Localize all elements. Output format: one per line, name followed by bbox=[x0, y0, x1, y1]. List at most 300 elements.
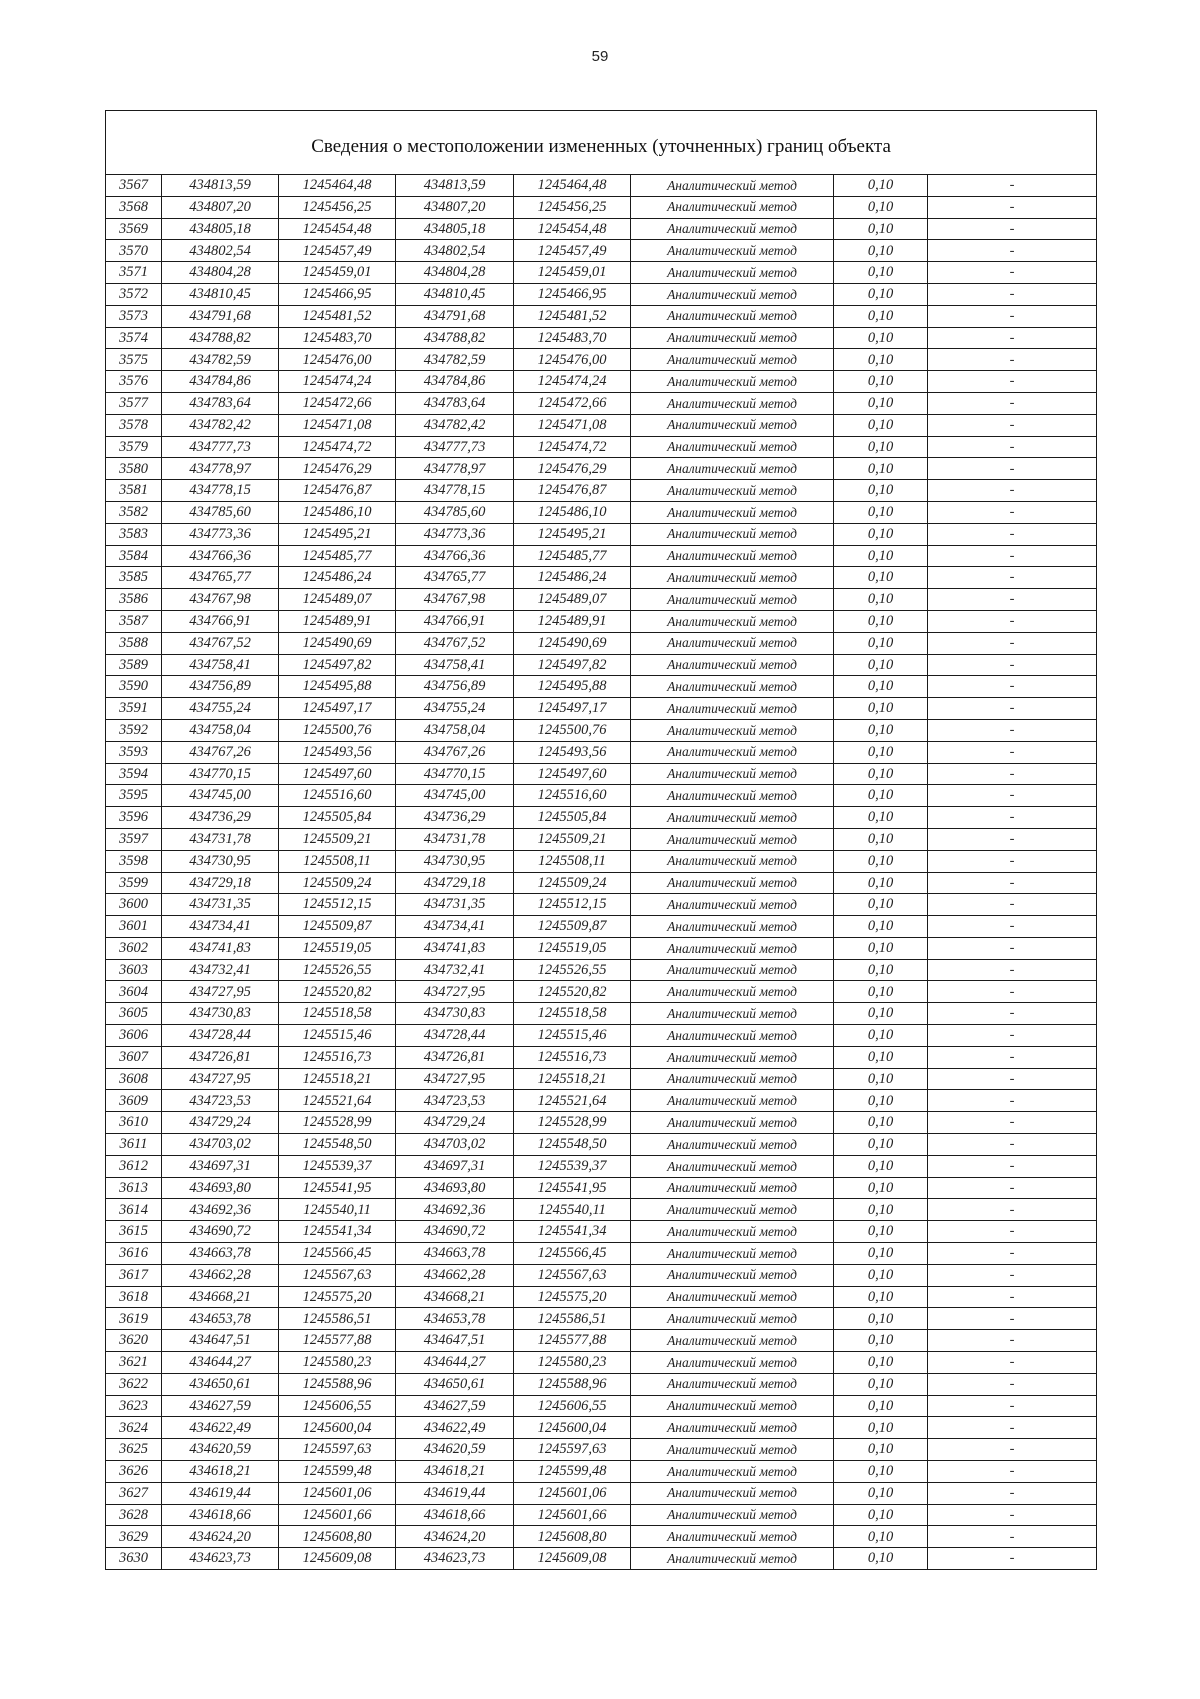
x-refined-cell: 434805,18 bbox=[396, 218, 514, 240]
description-cell: - bbox=[928, 327, 1097, 349]
table-row bbox=[106, 589, 1097, 611]
x-existing-cell: 434663,78 bbox=[162, 1243, 279, 1265]
x-existing-cell: 434783,64 bbox=[162, 392, 279, 414]
method-cell: Аналитический метод bbox=[631, 981, 834, 1003]
method-cell: Аналитический метод bbox=[631, 283, 834, 305]
description-cell: - bbox=[928, 1003, 1097, 1025]
accuracy-cell: 0,10 bbox=[834, 1046, 928, 1068]
table-row bbox=[106, 807, 1097, 829]
y-refined-cell: 1245509,24 bbox=[514, 872, 631, 894]
x-refined-cell: 434782,42 bbox=[396, 414, 514, 436]
x-refined-cell: 434624,20 bbox=[396, 1526, 514, 1548]
description-cell: - bbox=[928, 392, 1097, 414]
table-row bbox=[106, 1199, 1097, 1221]
x-existing-cell: 434668,21 bbox=[162, 1286, 279, 1308]
description-cell: - bbox=[928, 1112, 1097, 1134]
method-cell: Аналитический метод bbox=[631, 175, 834, 197]
y-existing-cell: 1245566,45 bbox=[279, 1243, 396, 1265]
description-cell: - bbox=[928, 1068, 1097, 1090]
y-refined-cell: 1245457,49 bbox=[514, 240, 631, 262]
description-cell: - bbox=[928, 175, 1097, 197]
description-cell: - bbox=[928, 1155, 1097, 1177]
x-existing-cell: 434618,21 bbox=[162, 1461, 279, 1483]
table-row bbox=[106, 1090, 1097, 1112]
method-cell: Аналитический метод bbox=[631, 850, 834, 872]
method-cell: Аналитический метод bbox=[631, 698, 834, 720]
y-refined-cell: 1245474,72 bbox=[514, 436, 631, 458]
y-existing-cell: 1245528,99 bbox=[279, 1112, 396, 1134]
description-cell: - bbox=[928, 523, 1097, 545]
table-row bbox=[106, 1548, 1097, 1570]
table-row bbox=[106, 828, 1097, 850]
x-existing-cell: 434745,00 bbox=[162, 785, 279, 807]
x-existing-cell: 434693,80 bbox=[162, 1177, 279, 1199]
method-cell: Аналитический метод bbox=[631, 196, 834, 218]
x-refined-cell: 434723,53 bbox=[396, 1090, 514, 1112]
x-refined-cell: 434784,86 bbox=[396, 371, 514, 393]
y-existing-cell: 1245476,87 bbox=[279, 480, 396, 502]
y-existing-cell: 1245606,55 bbox=[279, 1395, 396, 1417]
method-cell: Аналитический метод bbox=[631, 545, 834, 567]
y-refined-cell: 1245459,01 bbox=[514, 262, 631, 284]
accuracy-cell: 0,10 bbox=[834, 894, 928, 916]
method-cell: Аналитический метод bbox=[631, 1025, 834, 1047]
method-cell: Аналитический метод bbox=[631, 741, 834, 763]
accuracy-cell: 0,10 bbox=[834, 807, 928, 829]
description-cell: - bbox=[928, 1417, 1097, 1439]
description-cell: - bbox=[928, 654, 1097, 676]
y-refined-cell: 1245464,48 bbox=[514, 175, 631, 197]
point-number-cell: 3614 bbox=[106, 1199, 162, 1221]
y-refined-cell: 1245601,06 bbox=[514, 1482, 631, 1504]
description-cell: - bbox=[928, 698, 1097, 720]
y-existing-cell: 1245493,56 bbox=[279, 741, 396, 763]
x-existing-cell: 434620,59 bbox=[162, 1439, 279, 1461]
x-existing-cell: 434804,28 bbox=[162, 262, 279, 284]
accuracy-cell: 0,10 bbox=[834, 305, 928, 327]
x-existing-cell: 434813,59 bbox=[162, 175, 279, 197]
y-existing-cell: 1245464,48 bbox=[279, 175, 396, 197]
table-row bbox=[106, 698, 1097, 720]
description-cell: - bbox=[928, 1046, 1097, 1068]
method-cell: Аналитический метод bbox=[631, 1003, 834, 1025]
y-refined-cell: 1245509,87 bbox=[514, 916, 631, 938]
x-existing-cell: 434729,24 bbox=[162, 1112, 279, 1134]
x-refined-cell: 434783,64 bbox=[396, 392, 514, 414]
table-row bbox=[106, 1243, 1097, 1265]
accuracy-cell: 0,10 bbox=[834, 1482, 928, 1504]
y-existing-cell: 1245567,63 bbox=[279, 1264, 396, 1286]
accuracy-cell: 0,10 bbox=[834, 1373, 928, 1395]
y-refined-cell: 1245497,17 bbox=[514, 698, 631, 720]
accuracy-cell: 0,10 bbox=[834, 1134, 928, 1156]
x-refined-cell: 434782,59 bbox=[396, 349, 514, 371]
point-number-cell: 3617 bbox=[106, 1264, 162, 1286]
x-existing-cell: 434729,18 bbox=[162, 872, 279, 894]
accuracy-cell: 0,10 bbox=[834, 1155, 928, 1177]
accuracy-cell: 0,10 bbox=[834, 1330, 928, 1352]
x-refined-cell: 434729,24 bbox=[396, 1112, 514, 1134]
x-refined-cell: 434697,31 bbox=[396, 1155, 514, 1177]
description-cell: - bbox=[928, 1461, 1097, 1483]
point-number-cell: 3599 bbox=[106, 872, 162, 894]
y-existing-cell: 1245495,21 bbox=[279, 523, 396, 545]
x-refined-cell: 434758,04 bbox=[396, 719, 514, 741]
y-refined-cell: 1245489,91 bbox=[514, 610, 631, 632]
page-number: 59 bbox=[591, 48, 609, 65]
method-cell: Аналитический метод bbox=[631, 872, 834, 894]
point-number-cell: 3582 bbox=[106, 501, 162, 523]
method-cell: Аналитический метод bbox=[631, 1330, 834, 1352]
description-cell: - bbox=[928, 1548, 1097, 1570]
x-refined-cell: 434663,78 bbox=[396, 1243, 514, 1265]
x-refined-cell: 434618,66 bbox=[396, 1504, 514, 1526]
x-existing-cell: 434728,44 bbox=[162, 1025, 279, 1047]
description-cell: - bbox=[928, 1243, 1097, 1265]
point-number-cell: 3630 bbox=[106, 1548, 162, 1570]
description-cell: - bbox=[928, 1482, 1097, 1504]
x-existing-cell: 434731,78 bbox=[162, 828, 279, 850]
table-row bbox=[106, 458, 1097, 480]
y-refined-cell: 1245508,11 bbox=[514, 850, 631, 872]
accuracy-cell: 0,10 bbox=[834, 175, 928, 197]
point-number-cell: 3586 bbox=[106, 589, 162, 611]
x-refined-cell: 434650,61 bbox=[396, 1373, 514, 1395]
point-number-cell: 3613 bbox=[106, 1177, 162, 1199]
x-existing-cell: 434619,44 bbox=[162, 1482, 279, 1504]
description-cell: - bbox=[928, 545, 1097, 567]
y-refined-cell: 1245597,63 bbox=[514, 1439, 631, 1461]
y-existing-cell: 1245580,23 bbox=[279, 1352, 396, 1374]
description-cell: - bbox=[928, 589, 1097, 611]
table-row bbox=[106, 1330, 1097, 1352]
point-number-cell: 3628 bbox=[106, 1504, 162, 1526]
y-existing-cell: 1245597,63 bbox=[279, 1439, 396, 1461]
y-existing-cell: 1245495,88 bbox=[279, 676, 396, 698]
table-row bbox=[106, 545, 1097, 567]
y-existing-cell: 1245518,58 bbox=[279, 1003, 396, 1025]
method-cell: Аналитический метод bbox=[631, 632, 834, 654]
point-number-cell: 3580 bbox=[106, 458, 162, 480]
table-row bbox=[106, 523, 1097, 545]
point-number-cell: 3603 bbox=[106, 959, 162, 981]
accuracy-cell: 0,10 bbox=[834, 371, 928, 393]
point-number-cell: 3583 bbox=[106, 523, 162, 545]
y-existing-cell: 1245476,29 bbox=[279, 458, 396, 480]
accuracy-cell: 0,10 bbox=[834, 698, 928, 720]
x-refined-cell: 434741,83 bbox=[396, 937, 514, 959]
y-existing-cell: 1245516,73 bbox=[279, 1046, 396, 1068]
accuracy-cell: 0,10 bbox=[834, 937, 928, 959]
point-number-cell: 3619 bbox=[106, 1308, 162, 1330]
accuracy-cell: 0,10 bbox=[834, 567, 928, 589]
x-existing-cell: 434791,68 bbox=[162, 305, 279, 327]
y-existing-cell: 1245577,88 bbox=[279, 1330, 396, 1352]
method-cell: Аналитический метод bbox=[631, 414, 834, 436]
table-row bbox=[106, 392, 1097, 414]
x-existing-cell: 434647,51 bbox=[162, 1330, 279, 1352]
y-refined-cell: 1245500,76 bbox=[514, 719, 631, 741]
x-refined-cell: 434788,82 bbox=[396, 327, 514, 349]
method-cell: Аналитический метод bbox=[631, 894, 834, 916]
x-refined-cell: 434755,24 bbox=[396, 698, 514, 720]
point-number-cell: 3606 bbox=[106, 1025, 162, 1047]
accuracy-cell: 0,10 bbox=[834, 763, 928, 785]
y-existing-cell: 1245540,11 bbox=[279, 1199, 396, 1221]
table-row bbox=[106, 916, 1097, 938]
description-cell: - bbox=[928, 981, 1097, 1003]
y-refined-cell: 1245575,20 bbox=[514, 1286, 631, 1308]
y-existing-cell: 1245519,05 bbox=[279, 937, 396, 959]
accuracy-cell: 0,10 bbox=[834, 654, 928, 676]
y-refined-cell: 1245518,21 bbox=[514, 1068, 631, 1090]
description-cell: - bbox=[928, 480, 1097, 502]
accuracy-cell: 0,10 bbox=[834, 1177, 928, 1199]
method-cell: Аналитический метод bbox=[631, 567, 834, 589]
x-existing-cell: 434784,86 bbox=[162, 371, 279, 393]
x-refined-cell: 434619,44 bbox=[396, 1482, 514, 1504]
y-existing-cell: 1245609,08 bbox=[279, 1548, 396, 1570]
y-refined-cell: 1245512,15 bbox=[514, 894, 631, 916]
description-cell: - bbox=[928, 283, 1097, 305]
accuracy-cell: 0,10 bbox=[834, 1504, 928, 1526]
y-existing-cell: 1245539,37 bbox=[279, 1155, 396, 1177]
y-existing-cell: 1245489,91 bbox=[279, 610, 396, 632]
table-row bbox=[106, 1134, 1097, 1156]
description-cell: - bbox=[928, 1221, 1097, 1243]
table-row bbox=[106, 480, 1097, 502]
accuracy-cell: 0,10 bbox=[834, 349, 928, 371]
table-row bbox=[106, 610, 1097, 632]
description-cell: - bbox=[928, 305, 1097, 327]
x-existing-cell: 434644,27 bbox=[162, 1352, 279, 1374]
x-existing-cell: 434807,20 bbox=[162, 196, 279, 218]
x-existing-cell: 434736,29 bbox=[162, 807, 279, 829]
method-cell: Аналитический метод bbox=[631, 1177, 834, 1199]
x-existing-cell: 434805,18 bbox=[162, 218, 279, 240]
x-refined-cell: 434785,60 bbox=[396, 501, 514, 523]
method-cell: Аналитический метод bbox=[631, 1090, 834, 1112]
y-refined-cell: 1245495,21 bbox=[514, 523, 631, 545]
x-existing-cell: 434782,59 bbox=[162, 349, 279, 371]
description-cell: - bbox=[928, 1090, 1097, 1112]
x-refined-cell: 434734,41 bbox=[396, 916, 514, 938]
x-existing-cell: 434624,20 bbox=[162, 1526, 279, 1548]
description-cell: - bbox=[928, 240, 1097, 262]
point-number-cell: 3570 bbox=[106, 240, 162, 262]
x-refined-cell: 434727,95 bbox=[396, 981, 514, 1003]
description-cell: - bbox=[928, 785, 1097, 807]
y-existing-cell: 1245497,17 bbox=[279, 698, 396, 720]
table-row bbox=[106, 1177, 1097, 1199]
x-refined-cell: 434732,41 bbox=[396, 959, 514, 981]
point-number-cell: 3578 bbox=[106, 414, 162, 436]
method-cell: Аналитический метод bbox=[631, 1134, 834, 1156]
accuracy-cell: 0,10 bbox=[834, 240, 928, 262]
table-row bbox=[106, 1439, 1097, 1461]
description-cell: - bbox=[928, 567, 1097, 589]
y-existing-cell: 1245509,24 bbox=[279, 872, 396, 894]
table-row bbox=[106, 1504, 1097, 1526]
accuracy-cell: 0,10 bbox=[834, 262, 928, 284]
point-number-cell: 3588 bbox=[106, 632, 162, 654]
method-cell: Аналитический метод bbox=[631, 1395, 834, 1417]
method-cell: Аналитический метод bbox=[631, 589, 834, 611]
y-refined-cell: 1245472,66 bbox=[514, 392, 631, 414]
table-row bbox=[106, 1286, 1097, 1308]
y-refined-cell: 1245456,25 bbox=[514, 196, 631, 218]
accuracy-cell: 0,10 bbox=[834, 392, 928, 414]
point-number-cell: 3579 bbox=[106, 436, 162, 458]
y-existing-cell: 1245454,48 bbox=[279, 218, 396, 240]
y-refined-cell: 1245588,96 bbox=[514, 1373, 631, 1395]
table-row bbox=[106, 436, 1097, 458]
accuracy-cell: 0,10 bbox=[834, 981, 928, 1003]
accuracy-cell: 0,10 bbox=[834, 545, 928, 567]
point-number-cell: 3608 bbox=[106, 1068, 162, 1090]
point-number-cell: 3612 bbox=[106, 1155, 162, 1177]
y-refined-cell: 1245485,77 bbox=[514, 545, 631, 567]
accuracy-cell: 0,10 bbox=[834, 1264, 928, 1286]
method-cell: Аналитический метод bbox=[631, 1264, 834, 1286]
y-existing-cell: 1245599,48 bbox=[279, 1461, 396, 1483]
x-existing-cell: 434770,15 bbox=[162, 763, 279, 785]
description-cell: - bbox=[928, 719, 1097, 741]
accuracy-cell: 0,10 bbox=[834, 436, 928, 458]
y-refined-cell: 1245548,50 bbox=[514, 1134, 631, 1156]
x-existing-cell: 434622,49 bbox=[162, 1417, 279, 1439]
x-existing-cell: 434778,97 bbox=[162, 458, 279, 480]
y-refined-cell: 1245580,23 bbox=[514, 1352, 631, 1374]
description-cell: - bbox=[928, 676, 1097, 698]
y-existing-cell: 1245600,04 bbox=[279, 1417, 396, 1439]
x-existing-cell: 434730,83 bbox=[162, 1003, 279, 1025]
table-row bbox=[106, 349, 1097, 371]
point-number-cell: 3581 bbox=[106, 480, 162, 502]
y-refined-cell: 1245566,45 bbox=[514, 1243, 631, 1265]
y-existing-cell: 1245497,82 bbox=[279, 654, 396, 676]
accuracy-cell: 0,10 bbox=[834, 1461, 928, 1483]
accuracy-cell: 0,10 bbox=[834, 1243, 928, 1265]
x-refined-cell: 434690,72 bbox=[396, 1221, 514, 1243]
point-number-cell: 3618 bbox=[106, 1286, 162, 1308]
x-refined-cell: 434766,91 bbox=[396, 610, 514, 632]
method-cell: Аналитический метод bbox=[631, 218, 834, 240]
y-refined-cell: 1245490,69 bbox=[514, 632, 631, 654]
y-refined-cell: 1245476,87 bbox=[514, 480, 631, 502]
x-refined-cell: 434726,81 bbox=[396, 1046, 514, 1068]
y-existing-cell: 1245500,76 bbox=[279, 719, 396, 741]
y-refined-cell: 1245505,84 bbox=[514, 807, 631, 829]
y-refined-cell: 1245577,88 bbox=[514, 1330, 631, 1352]
method-cell: Аналитический метод bbox=[631, 1504, 834, 1526]
point-number-cell: 3596 bbox=[106, 807, 162, 829]
x-refined-cell: 434745,00 bbox=[396, 785, 514, 807]
x-refined-cell: 434778,15 bbox=[396, 480, 514, 502]
point-number-cell: 3620 bbox=[106, 1330, 162, 1352]
point-number-cell: 3601 bbox=[106, 916, 162, 938]
x-refined-cell: 434731,78 bbox=[396, 828, 514, 850]
description-cell: - bbox=[928, 218, 1097, 240]
x-existing-cell: 434627,59 bbox=[162, 1395, 279, 1417]
x-existing-cell: 434727,95 bbox=[162, 981, 279, 1003]
point-number-cell: 3575 bbox=[106, 349, 162, 371]
method-cell: Аналитический метод bbox=[631, 1526, 834, 1548]
accuracy-cell: 0,10 bbox=[834, 414, 928, 436]
point-number-cell: 3573 bbox=[106, 305, 162, 327]
description-cell: - bbox=[928, 1199, 1097, 1221]
accuracy-cell: 0,10 bbox=[834, 458, 928, 480]
table-row bbox=[106, 1461, 1097, 1483]
point-number-cell: 3577 bbox=[106, 392, 162, 414]
y-existing-cell: 1245483,70 bbox=[279, 327, 396, 349]
x-existing-cell: 434767,52 bbox=[162, 632, 279, 654]
point-number-cell: 3625 bbox=[106, 1439, 162, 1461]
y-existing-cell: 1245489,07 bbox=[279, 589, 396, 611]
method-cell: Аналитический метод bbox=[631, 458, 834, 480]
x-existing-cell: 434618,66 bbox=[162, 1504, 279, 1526]
description-cell: - bbox=[928, 349, 1097, 371]
accuracy-cell: 0,10 bbox=[834, 719, 928, 741]
y-existing-cell: 1245601,66 bbox=[279, 1504, 396, 1526]
x-refined-cell: 434727,95 bbox=[396, 1068, 514, 1090]
method-cell: Аналитический метод bbox=[631, 1482, 834, 1504]
table-row bbox=[106, 305, 1097, 327]
y-existing-cell: 1245476,00 bbox=[279, 349, 396, 371]
description-cell: - bbox=[928, 807, 1097, 829]
description-cell: - bbox=[928, 1264, 1097, 1286]
method-cell: Аналитический метод bbox=[631, 1112, 834, 1134]
table-row bbox=[106, 283, 1097, 305]
point-number-cell: 3627 bbox=[106, 1482, 162, 1504]
accuracy-cell: 0,10 bbox=[834, 480, 928, 502]
y-existing-cell: 1245541,34 bbox=[279, 1221, 396, 1243]
method-cell: Аналитический метод bbox=[631, 676, 834, 698]
point-number-cell: 3597 bbox=[106, 828, 162, 850]
description-cell: - bbox=[928, 1308, 1097, 1330]
table-row bbox=[106, 240, 1097, 262]
table-row bbox=[106, 719, 1097, 741]
method-cell: Аналитический метод bbox=[631, 916, 834, 938]
point-number-cell: 3576 bbox=[106, 371, 162, 393]
x-refined-cell: 434731,35 bbox=[396, 894, 514, 916]
point-number-cell: 3569 bbox=[106, 218, 162, 240]
x-existing-cell: 434697,31 bbox=[162, 1155, 279, 1177]
description-cell: - bbox=[928, 414, 1097, 436]
y-existing-cell: 1245541,95 bbox=[279, 1177, 396, 1199]
method-cell: Аналитический метод bbox=[631, 501, 834, 523]
table-row bbox=[106, 632, 1097, 654]
table-row bbox=[106, 937, 1097, 959]
x-refined-cell: 434756,89 bbox=[396, 676, 514, 698]
x-refined-cell: 434791,68 bbox=[396, 305, 514, 327]
description-cell: - bbox=[928, 894, 1097, 916]
description-cell: - bbox=[928, 1373, 1097, 1395]
accuracy-cell: 0,10 bbox=[834, 1112, 928, 1134]
x-refined-cell: 434810,45 bbox=[396, 283, 514, 305]
accuracy-cell: 0,10 bbox=[834, 196, 928, 218]
table-body bbox=[106, 175, 1097, 1570]
y-refined-cell: 1245486,24 bbox=[514, 567, 631, 589]
x-refined-cell: 434777,73 bbox=[396, 436, 514, 458]
description-cell: - bbox=[928, 1025, 1097, 1047]
x-existing-cell: 434788,82 bbox=[162, 327, 279, 349]
accuracy-cell: 0,10 bbox=[834, 218, 928, 240]
y-existing-cell: 1245505,84 bbox=[279, 807, 396, 829]
y-existing-cell: 1245457,49 bbox=[279, 240, 396, 262]
method-cell: Аналитический метод bbox=[631, 1548, 834, 1570]
y-refined-cell: 1245526,55 bbox=[514, 959, 631, 981]
